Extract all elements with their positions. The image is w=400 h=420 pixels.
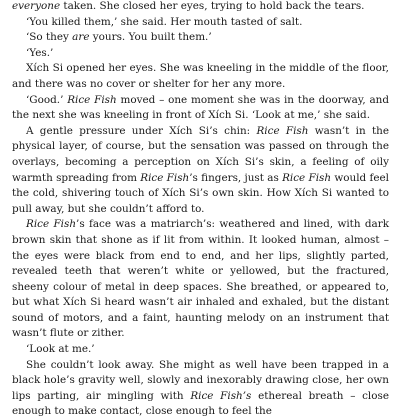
text-run: yours. You built them.’ [89, 31, 212, 44]
text-run: ‘Good.’ [26, 93, 68, 106]
italic-text: Rice Fish [26, 218, 77, 231]
text-run: ’s fingers, just as [189, 171, 283, 184]
text-run: ‘Yes.’ [26, 46, 54, 59]
paragraph [12, 30, 389, 46]
paragraph [12, 0, 389, 15]
text-run: ‘You killed them,’ she said. Her mouth tasted of salt. [26, 15, 303, 28]
italic-text: Rice Fish [282, 171, 332, 184]
paragraph [12, 15, 389, 31]
paragraph [12, 342, 389, 358]
paragraph [12, 124, 389, 218]
text-run: ‘So they [26, 31, 73, 44]
paragraph [12, 217, 389, 342]
italic-text: Rice Fish [256, 124, 309, 137]
text-run: ’s face was a matriarch’s: weathered and lined, with dark brown skin that shone as if lit from within. It looked human, almost – the eyes were black from end to end, and her lips, slightly parted, revealed teeth that weren’t white or yellowed, but the fractured, sheeny colour of metal in deep spaces. She breathed, or appeared to, but what Xích Si heard wasn’t air inhaled and exhaled, but the distant sound of motors, and a faint, haunting melody on an instrument that wasn’t flute or zither. [12, 218, 389, 340]
text-run: She couldn’t look away. She might as well have been trapped in a black hole’s gravity well, slowly and inexorably drawing close, her own lips parting, air mingling with [12, 358, 389, 402]
paragraph [12, 93, 389, 124]
book-page [12, 0, 389, 420]
text-run: A gentle pressure under Xích Si’s chin: [26, 124, 257, 137]
italic-text: Rice Fish’s [190, 389, 252, 402]
text-run: ‘Look at me.’ [26, 343, 95, 356]
paragraph [12, 358, 389, 420]
italic-text: Rice Fish [67, 93, 117, 106]
text-run: taken. She closed her eyes, trying to hold back the tears. [60, 0, 365, 12]
text-run: would feel the cold, shivering touch of Xích Si’s own skin. How Xích Si wanted to pull away, but she couldn’t afford to. [12, 171, 389, 215]
text-run: Xích Si opened her eyes. She was kneeling in the middle of the floor, and there was no cover or shelter for her any more. [12, 62, 389, 90]
italic-text: are [72, 31, 90, 44]
italic-text: Rice Fish [140, 171, 190, 184]
paragraph [12, 46, 389, 62]
italic-text: everyone [12, 0, 61, 12]
text-run: moved – one moment she was in the doorway, and the next she was kneeling in front of Xích Si. ‘Look at me,’ she said. [12, 93, 389, 122]
paragraph [12, 61, 389, 92]
text-run: ethereal breath – close enough to make contact, close enough to feel the [12, 389, 389, 418]
text-run: wasn’t in the physical layer, of course, but the sensation was passed on through the overlays, becoming a perception on Xích Si’s skin, a feeling of oily warmth spreading from [12, 124, 389, 184]
